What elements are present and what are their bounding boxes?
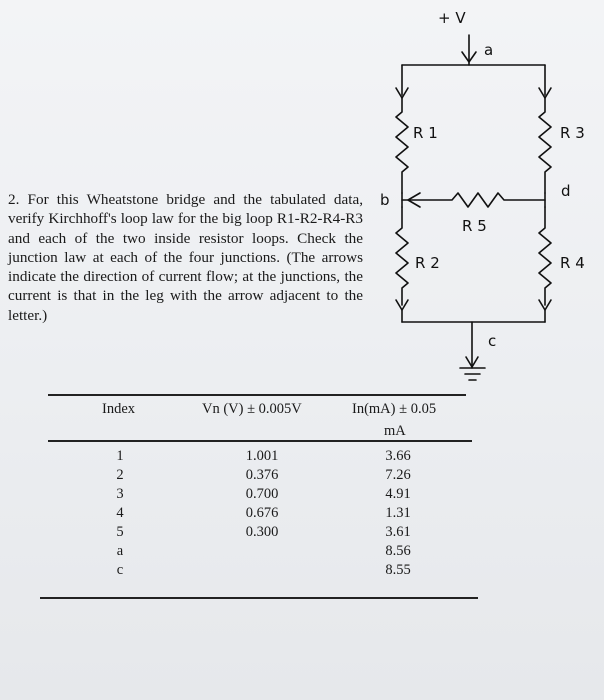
table-header-rule xyxy=(48,440,472,442)
index-cell: 2 xyxy=(116,467,124,483)
current-cell: 1.31 xyxy=(385,505,411,521)
r3-resistor xyxy=(539,98,551,193)
node-c-label: c xyxy=(488,332,497,350)
current-cell: 8.55 xyxy=(385,562,411,578)
index-cell: c xyxy=(116,562,124,578)
current-cell: 3.66 xyxy=(385,448,411,464)
r1-resistor xyxy=(396,98,408,193)
node-a-label: a xyxy=(484,41,494,59)
voltage-cell: 0.300 xyxy=(245,524,279,540)
r2-resistor xyxy=(396,207,408,305)
header-voltage: Vn (V) ± 0.005V xyxy=(202,401,302,417)
node-b-label: b xyxy=(380,191,390,209)
node-d-label: d xyxy=(561,182,571,200)
index-cell: a xyxy=(116,543,124,559)
r5-label: R 5 xyxy=(462,217,487,235)
r3-label: R 3 xyxy=(560,124,585,142)
r4-resistor xyxy=(539,207,551,305)
current-cell: 7.26 xyxy=(385,467,411,483)
current-cell: 8.56 xyxy=(385,543,411,559)
current-cell: 3.61 xyxy=(385,524,411,540)
voltage-cell: 0.700 xyxy=(245,486,279,502)
index-cell: 3 xyxy=(116,486,124,502)
r4-label: R 4 xyxy=(560,254,585,272)
table-top-rule xyxy=(48,394,466,396)
voltage-cell: 0.676 xyxy=(245,505,279,521)
current-cell: 4.91 xyxy=(385,486,411,502)
problem-statement: 2. For this Wheatstone bridge and the tabulated data, verify Kirchhoff's loop law for the big loop R1-R2-R4-R3 and each of the two inside resistor loops. Check the junction law at each of the four junctions. (The arrows indicate the direction of current flow; at the junctions, the current is that in the leg with the arrow adjacent to the letter.) xyxy=(8,191,363,324)
index-cell: 4 xyxy=(116,505,124,521)
header-current: In(mA) ± 0.05 xyxy=(352,401,437,417)
header-index: Index xyxy=(102,401,136,417)
voltage-cell: 0.376 xyxy=(245,467,279,483)
r2-label: R 2 xyxy=(415,254,440,272)
supply-label: + V xyxy=(438,9,466,27)
table-bottom-rule xyxy=(40,597,478,599)
index-cell: 1 xyxy=(116,448,124,464)
voltage-cell: 1.001 xyxy=(245,448,279,464)
r5-resistor xyxy=(402,193,545,207)
header-current-unit: mA xyxy=(384,423,406,439)
index-cell: 5 xyxy=(116,524,124,540)
r1-label: R 1 xyxy=(413,124,438,142)
